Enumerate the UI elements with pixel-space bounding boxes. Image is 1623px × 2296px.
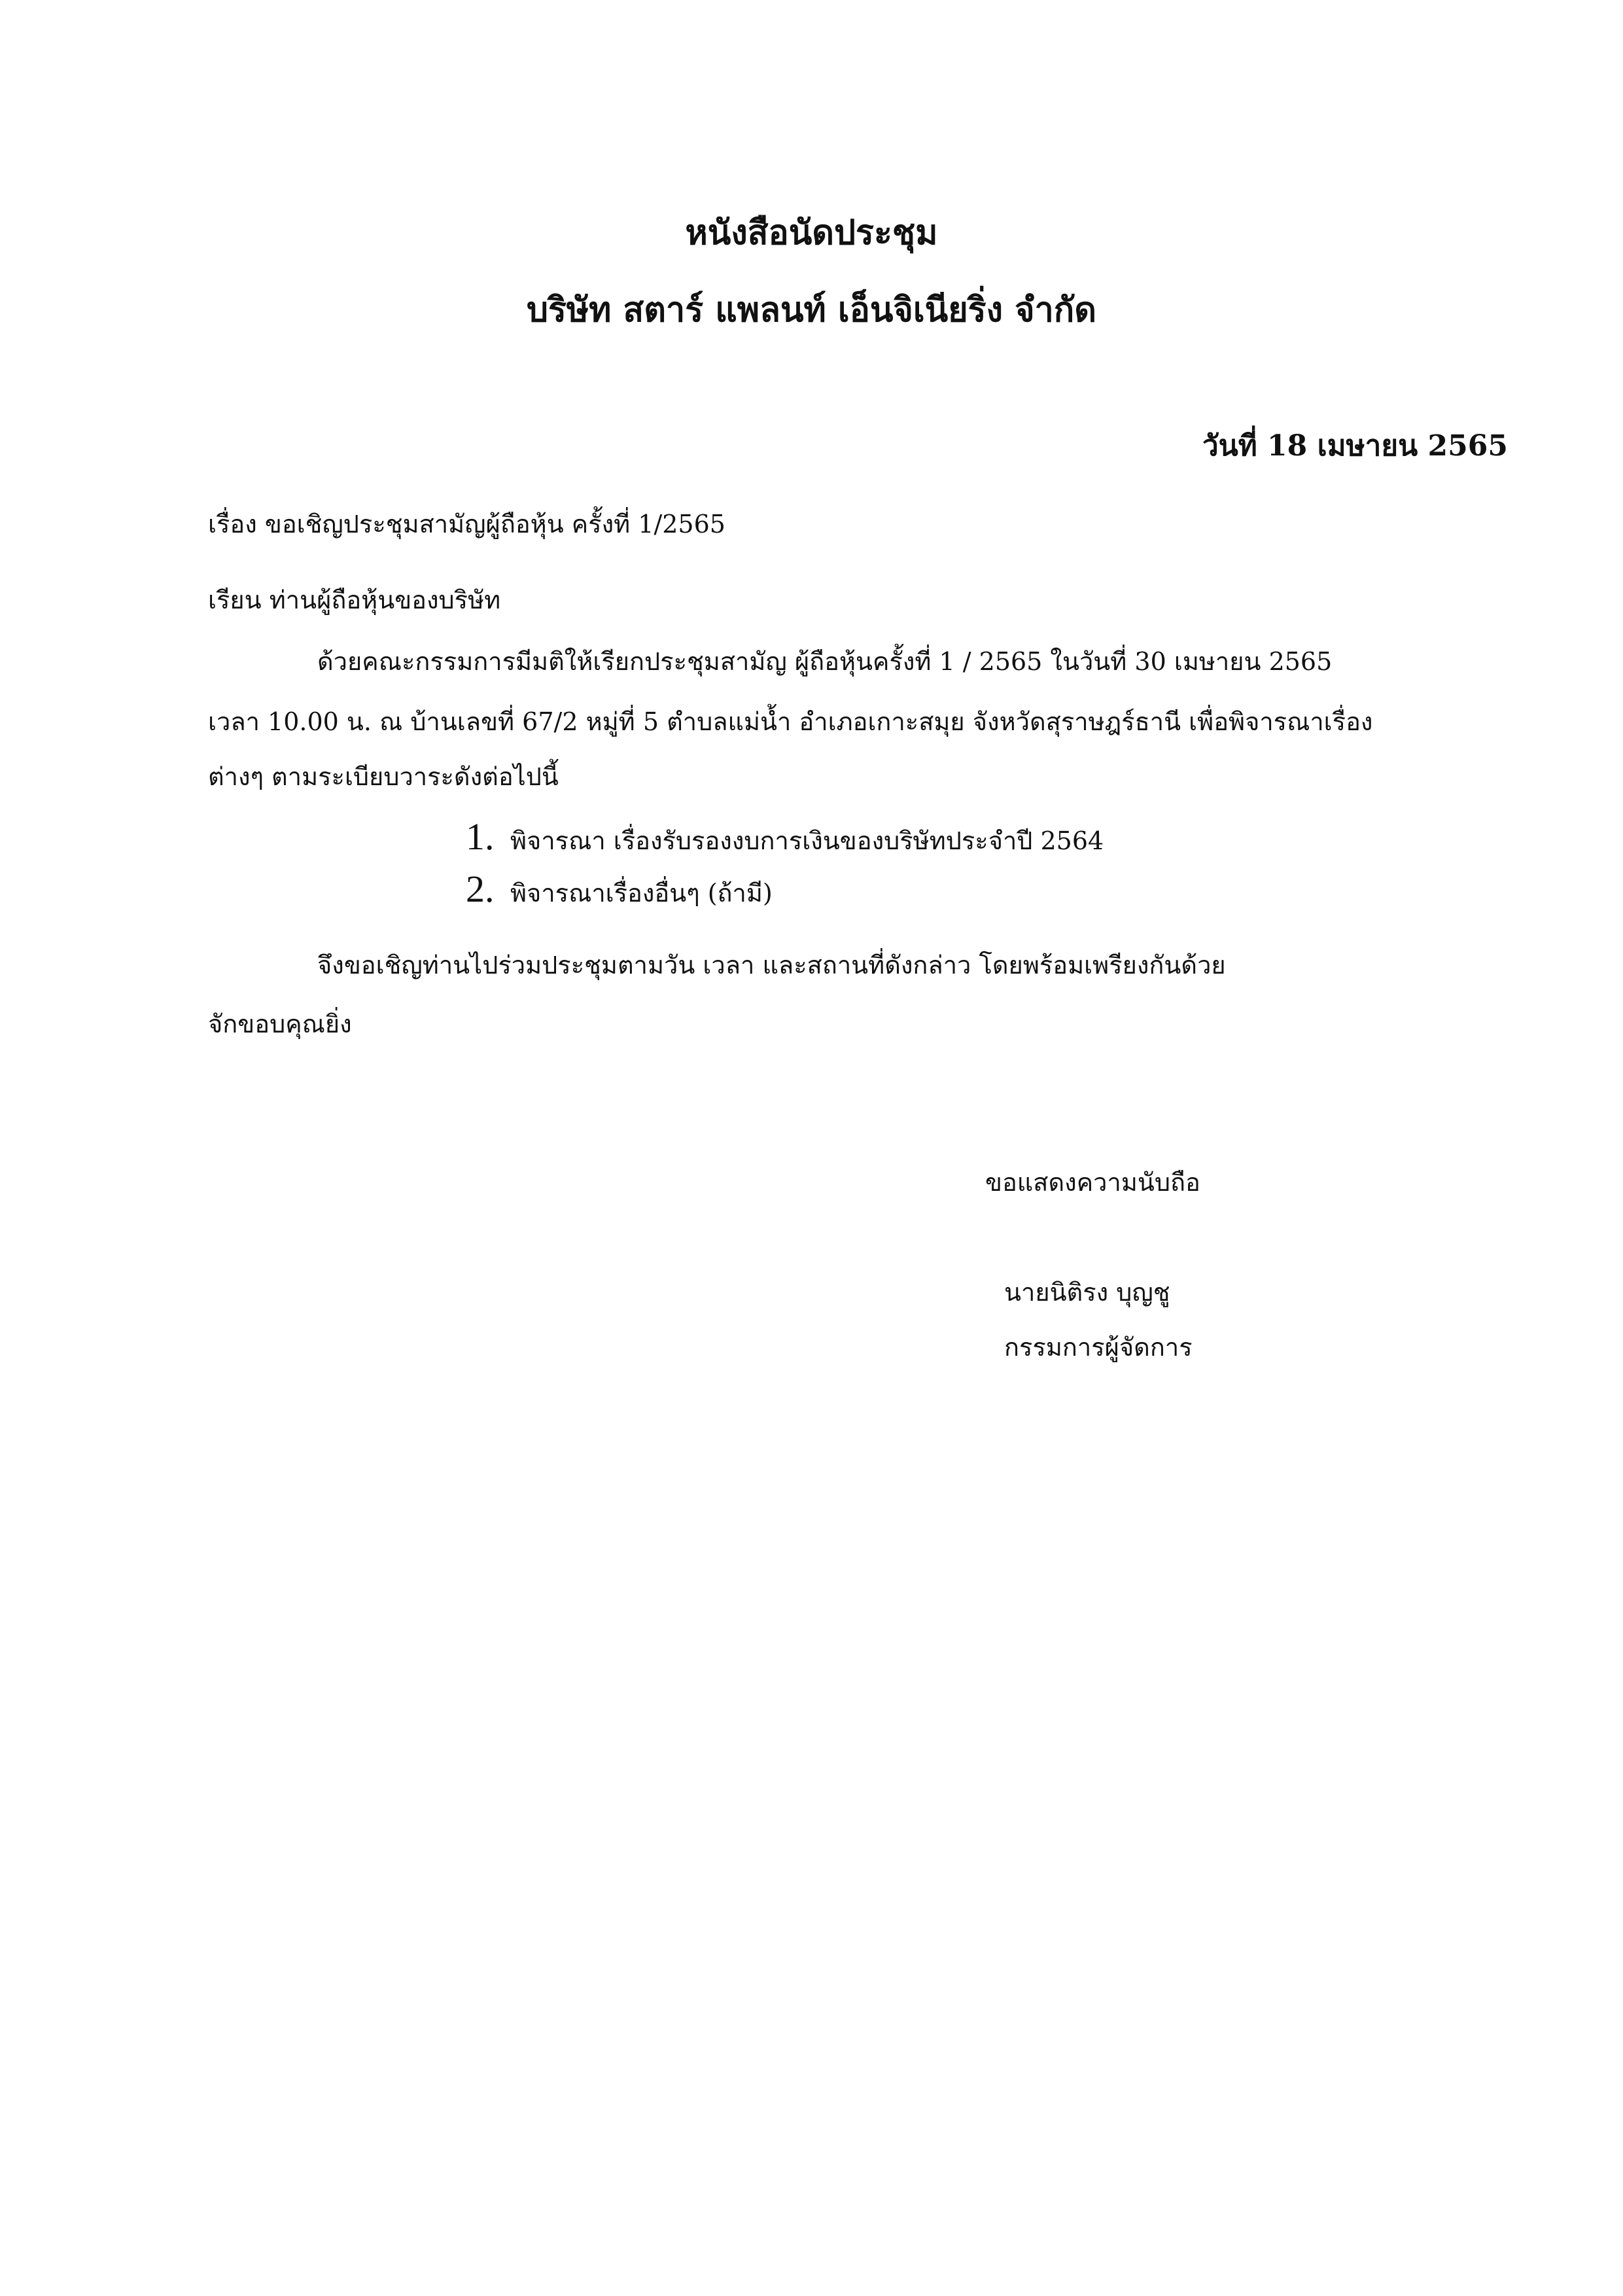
- signer-title: กรรมการผู้จัดการ: [1004, 1333, 1193, 1362]
- agenda-item-2: [466, 870, 773, 908]
- agenda-item-1: [466, 815, 1104, 858]
- agenda-item-number: 1.: [466, 815, 495, 858]
- signer-name: นายนิติรง บุญชู: [1004, 1278, 1170, 1307]
- document-title: หนังสือนัดประชุม: [685, 213, 938, 253]
- closing-line: ขอแสดงความนับถือ: [985, 1168, 1200, 1197]
- paragraph-1-line-1: ด้วยคณะกรรมการมีมติให้เรียกประชุมสามัญ ผู้ถือหุ้นครั้งที่ 1 / 2565 ในวันที่ 30 เมษายน 2565: [317, 647, 1333, 676]
- agenda-item-text: พิจารณาเรื่องอื่นๆ (ถ้ามี): [510, 879, 773, 908]
- paragraph-1-line-2: เวลา 10.00 น. ณ บ้านเลขที่ 67/2 หมู่ที่ 5 ตำบลแม่น้ำ อำเภอเกาะสมุย จังหวัดสุราษฎร์ธานี เพื่อพิจารณาเรื่อง: [208, 707, 1373, 736]
- subject-line: เรื่อง ขอเชิญประชุมสามัญผู้ถือหุ้น ครั้งที่ 1/2565: [208, 510, 725, 539]
- paragraph-2-line-2: จักขอบคุณยิ่ง: [208, 1010, 352, 1038]
- company-name: บริษัท สตาร์ แพลนท์ เอ็นจิเนียริ่ง จำกัด: [526, 290, 1097, 330]
- agenda-item-text: พิจารณา เรื่องรับรองงบการเงินของบริษัทประจำปี 2564: [510, 826, 1104, 855]
- paragraph-1-line-3: ต่างๆ ตามระเบียบวาระดังต่อไปนี้: [208, 762, 559, 791]
- letter-date: วันที่ 18 เมษายน 2565: [1202, 429, 1508, 463]
- paragraph-2-line-1: จึงขอเชิญท่านไปร่วมประชุมตามวัน เวลา และสถานที่ดังกล่าว โดยพร้อมเพรียงกันด้วย: [317, 951, 1226, 980]
- salutation-line: เรียน ท่านผู้ถือหุ้นของบริษัท: [208, 586, 501, 614]
- agenda-item-number: 2.: [466, 868, 495, 910]
